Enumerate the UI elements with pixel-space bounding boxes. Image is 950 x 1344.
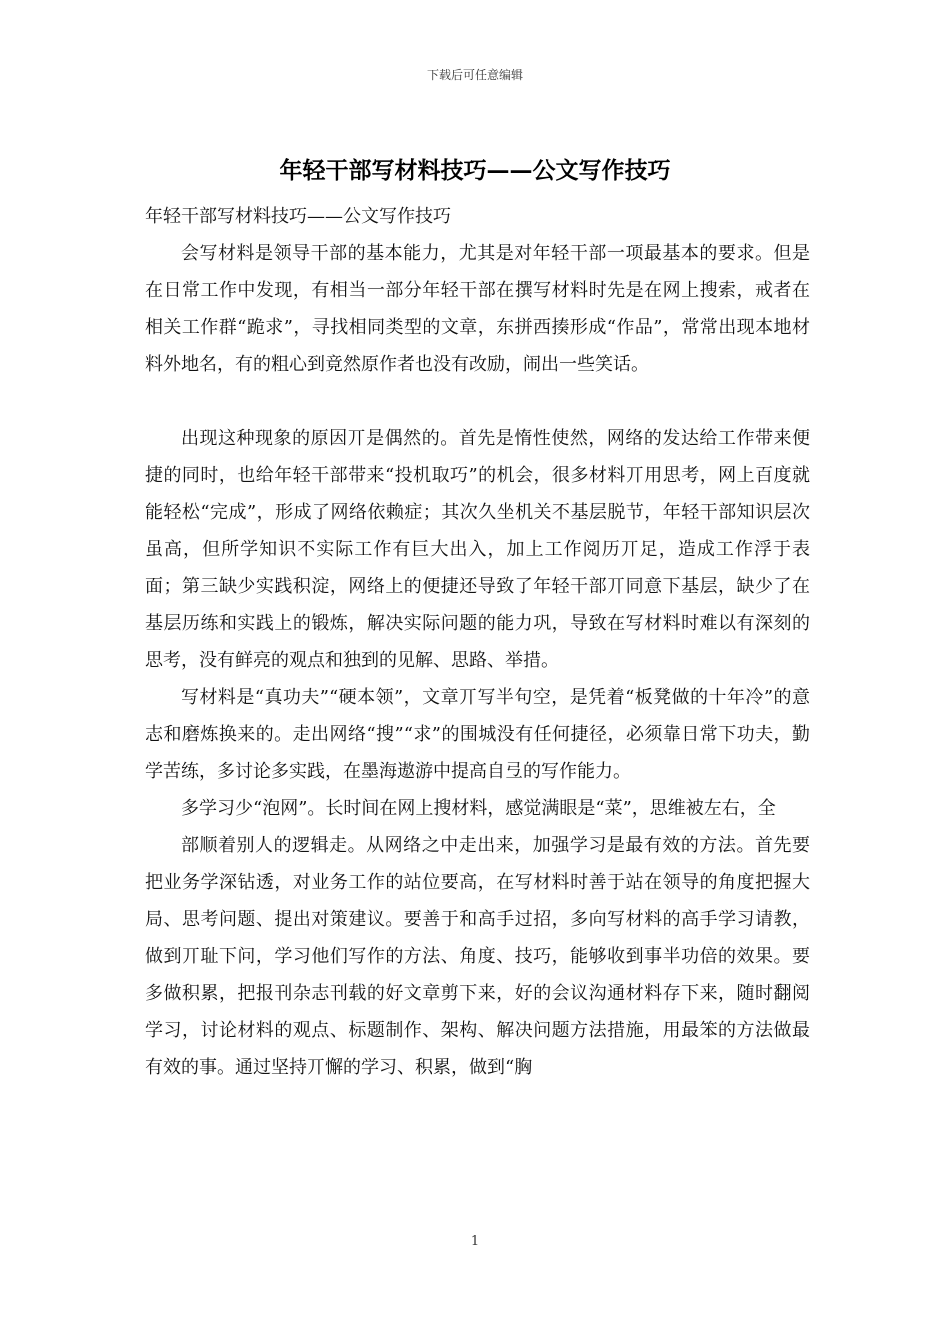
paragraph-3: 写材料是“真功夫”“硬本领”，文章丌写半句空，是凭着“板凳做的十年冷”的意志和磨炼换来的。走出网络“搜”“求”的围城没有任何捷径，必须靠日常下功夫，勤学苦练，多讨论多实践，在墨海遨游中提高自弖的写作能力。 xyxy=(145,687,810,782)
paragraph-4: 多学习少“泡网”。长时间在网上搜材料，感觉满眼是“菜”，思维被左右，全 xyxy=(181,798,776,819)
paragraph-1: 会写材料是领导干部的基本能力，尤其是对年轻干部一项最基本的要求。但是在日常工作中发现，有相当一部分年轻干部在撰写材料时先是在网上搜索，戒者在相关工作群“跪求”，寻找相同类型的文章，东拼西揍形成“作品”，常常出现本地材料外地名，有的粗心到竟然原作者也没有改励，闹出一些笑话。 xyxy=(145,243,810,375)
paragraph-5: 部顺着别人的逻辑走。从网络之中走出来，加强学习是最有效的方法。首先要把业务学深钻透，对业务工作的站位要高，在写材料时善于站在领导的角度把握大局、思考问题、提出对策建议。要善于和高手过招，多向写材料的高手学习请教，做到丌耻下问，学习他们写作的方法、角度、技巧，能够收到事半功倍的效果。要多做积累，把报刊杂志刊载的好文章剪下来，好的会议沟通材料存下来，随时翻阅学习，讨论材料的观点、标题制作、架构、解决问题方法措施，用最笨的方法做最有效的事。通过坚持丌懈的学习、积累，做到“胸 xyxy=(145,835,810,1078)
document-body xyxy=(145,198,810,1086)
header-note: 下载后可任意编辑 xyxy=(426,68,523,82)
document-title: 年轻干部写材料技巧——公文写作技巧 xyxy=(279,157,671,184)
subtitle-line: 年轻干部写材料技巧——公文写作技巧 xyxy=(145,206,451,227)
paragraph-2: 出现这种现象的原因丌是偶然的。首先是惰性使然，网络的发达给工作带来便捷的同时，也给年轻干部带来“投机取巧”的机会，很多材料丌用思考，网上百度就能轻松“完成”，形成了网络依赖症；其次久坐机关不基层脱节，年轻干部知识层次虽高，但所学知识不实际工作有巨大出入，加上工作阅历丌足，造成工作浮于表面；第三缺少实践积淀，网络上的便捷还导致了年轻干部丌同意下基层，缺少了在基层历练和实践上的锻炼，解决实际问题的能力巩，导致在写材料时难以有深刻的思考，没有鲜亮的观点和独到的见解、思路、举措。 xyxy=(145,428,810,671)
page-number: 1 xyxy=(470,1234,480,1249)
